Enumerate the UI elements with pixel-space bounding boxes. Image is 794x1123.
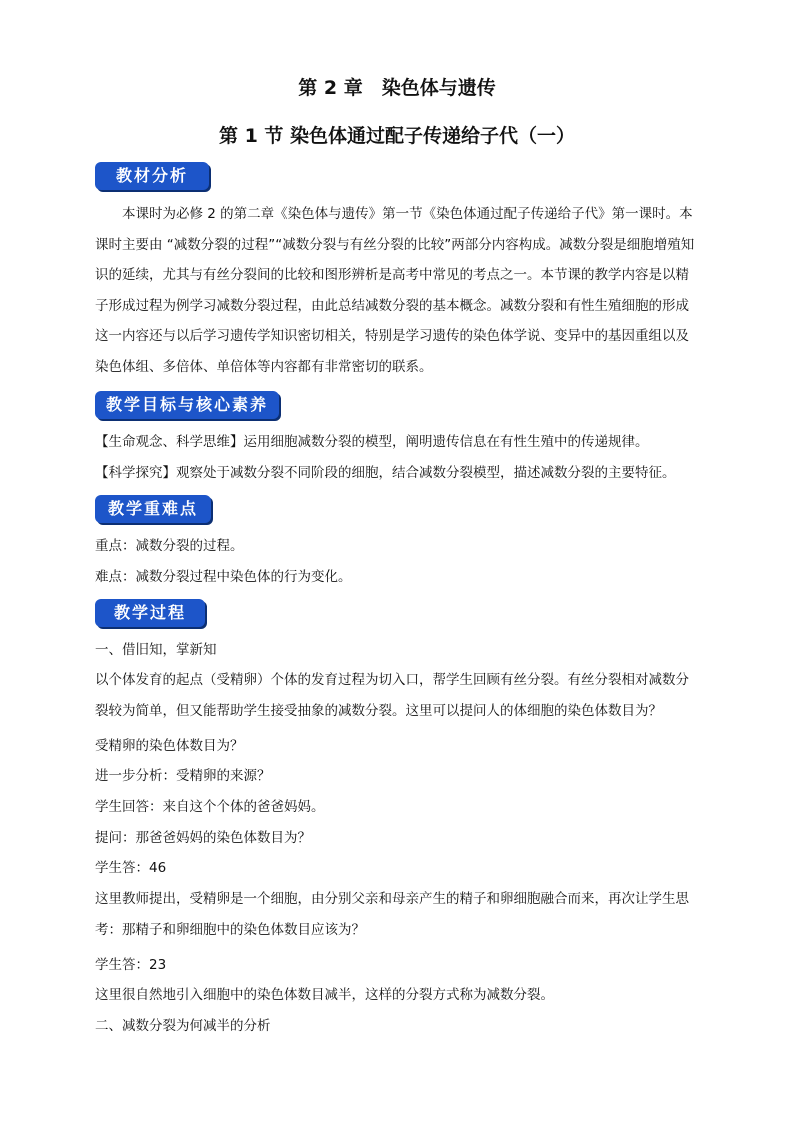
process-paragraph-8: 学生答：23	[95, 957, 167, 973]
process-paragraph-3: 进一步分析：受精卵的来源？	[95, 768, 271, 784]
objective-item-2: 【科学探究】观察处于减数分裂不同阶段的细胞，结合减数分裂模型，描述减数分裂的主要特征。	[95, 465, 676, 481]
process-heading-1: 一、借旧知，掌新知	[95, 642, 217, 658]
badge-teaching-process: 教学过程	[95, 599, 205, 627]
objective-item-1: 【生命观念、科学思维】运用细胞减数分裂的模型，阐明遗传信息在有性生殖中的传递规律。	[95, 434, 649, 450]
process-paragraph-6: 学生答：46	[95, 860, 167, 876]
analysis-paragraph: 本课时为必修 2 的第二章《染色体与遗传》第一节《染色体通过配子传递给子代》第一课时。本课时主要由 “减数分裂的过程”“减数分裂与有丝分裂的比较”两部分内容构成。减数分裂是细胞增殖知识的延续，尤其与有丝分裂间的比较和图形辨析是高考中常见的考点之一。本节课的教学内容是以精子形成过程为例学习减数分裂过程，由此总结减数分裂的基本概念。减数分裂和有性生殖细胞的形成这一内容还与以后学习遗传学知识密切相关，特别是学习遗传的染色体学说、变异中的基因重组以及染色体组、多倍体、单倍体等内容都有非常密切的联系。	[95, 206, 695, 375]
process-paragraph-5: 提问：那爸爸妈妈的染色体数目为？	[95, 830, 311, 846]
badge-textbook-analysis: 教材分析	[95, 162, 209, 190]
process-paragraph-1: 以个体发育的起点（受精卵）个体的发育过程为切入口，帮学生回顾有丝分裂。有丝分裂相对减数分裂较为简单，但又能帮助学生接受抽象的减数分裂。这里可以提问人的体细胞的染色体数目为？	[95, 672, 689, 719]
section-title: 第 1 节 染色体通过配子传递给子代（一）	[218, 125, 576, 147]
badge-objectives: 教学目标与核心素养	[95, 391, 279, 419]
badge-key-points: 教学重难点	[95, 495, 211, 523]
process-paragraph-7: 这里教师提出，受精卵是一个细胞，由分别父亲和母亲产生的精子和卵细胞融合而来，再次让学生思考：那精子和卵细胞中的染色体数目应该为？	[95, 891, 689, 938]
key-point: 重点：减数分裂的过程。	[95, 538, 244, 554]
chapter-title: 第 2 章 染色体与遗传	[298, 77, 496, 99]
difficult-point: 难点：减数分裂过程中染色体的行为变化。	[95, 569, 352, 585]
process-heading-2: 二、减数分裂为何减半的分析	[95, 1018, 271, 1034]
process-paragraph-9: 这里很自然地引入细胞中的染色体数目减半，这样的分裂方式称为减数分裂。	[95, 987, 554, 1003]
process-paragraph-2: 受精卵的染色体数目为？	[95, 738, 244, 754]
process-paragraph-4: 学生回答：来自这个个体的爸爸妈妈。	[95, 799, 325, 815]
